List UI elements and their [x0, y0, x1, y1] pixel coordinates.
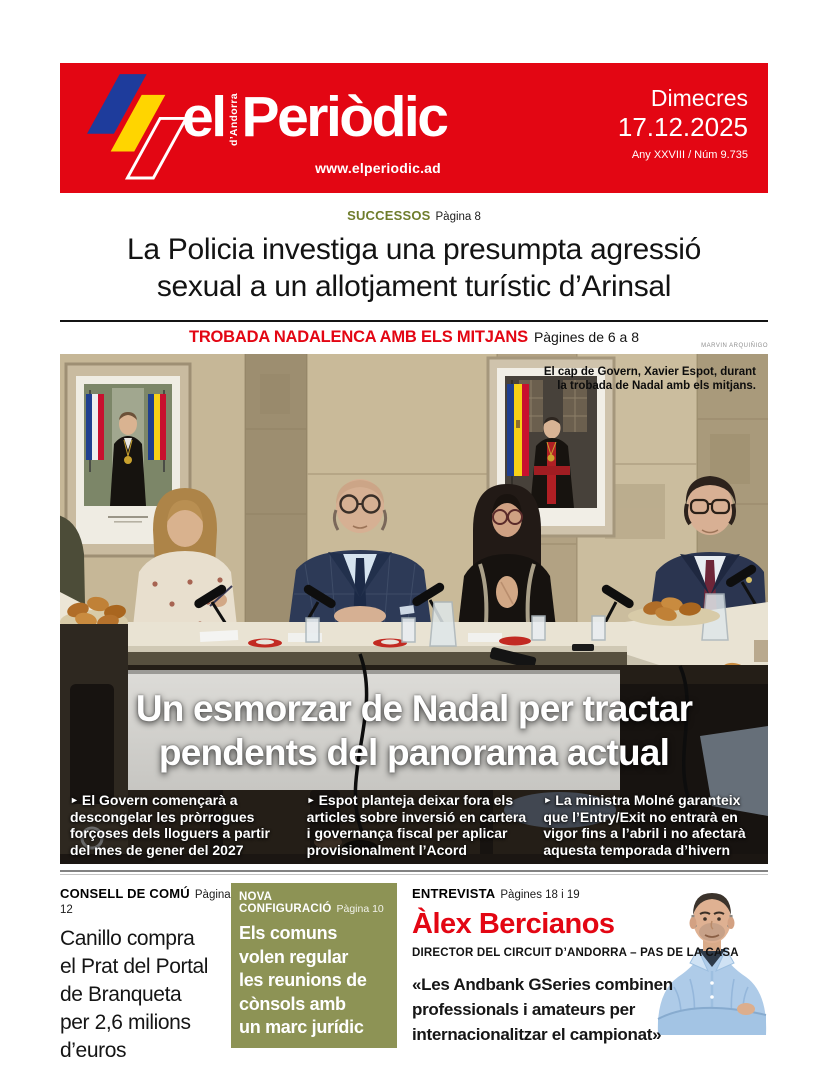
logo-prefix: el	[182, 85, 225, 149]
lead-kicker-row	[60, 208, 768, 223]
feature-photo	[60, 354, 768, 864]
bottom-divider	[60, 870, 768, 875]
feature-bar-title: TROBADA NADALENCA AMB ELS MITJANS	[188, 328, 528, 346]
feature-bullet-2-text: Espot planteja deixar fora els articles sobre inversió en cartera i governança fiscal per aplicar provisionalment l’Acord	[306, 792, 527, 858]
consell-line: de Branqueta	[60, 983, 182, 1006]
feature-bar-pages: Pàgines de 6 a 8	[533, 329, 640, 345]
consell-line: d’euros	[60, 1039, 127, 1062]
entrevista-kicker-row	[412, 886, 774, 901]
feature-headline-line2: pendents del panorama actual	[158, 732, 670, 773]
weekday: Dimecres	[650, 85, 748, 111]
logo-vertical-text: d’Andorra	[227, 93, 240, 146]
nova-line: volen regular	[239, 946, 349, 967]
nova-headline	[239, 922, 389, 1040]
interview-quote	[412, 972, 774, 1047]
lead-kicker-page: Pàgina 8	[435, 211, 481, 223]
arrow-icon: ►	[543, 795, 553, 805]
consell-line: Canillo compra	[60, 927, 195, 950]
feature-bullet-3-text: La ministra Molné garanteix que l’Entry/Exit no entrarà en vigor fins a l’abril i no afectarà aquesta temporada d’hivern	[543, 792, 746, 858]
nova-kicker-row	[239, 891, 389, 915]
date: 17.12.2025	[617, 112, 748, 142]
nova-kicker: NOVA CONFIGURACIÓ	[239, 891, 332, 915]
feature-bullet-1-text: El Govern començarà a descongelar les pròrrogues forçoses dels lloguers a partir del mes de gener del 2027	[70, 792, 270, 858]
feature-headline	[60, 687, 768, 775]
feature-bullet-2	[307, 792, 530, 858]
story-entrevista	[412, 886, 774, 1047]
consell-kicker-row	[60, 886, 232, 916]
nova-line: les reunions de	[239, 970, 367, 990]
lead-kicker: SUCCESSOS	[347, 208, 431, 223]
feature-bullet-3	[543, 792, 766, 858]
consell-page: Pàgina 12	[60, 889, 231, 916]
arrow-icon: ►	[306, 795, 316, 805]
quote-line: «Les Andbank GSeries combinen	[412, 975, 673, 994]
arrow-icon: ►	[70, 795, 79, 805]
logo-mark-icon	[87, 72, 187, 184]
consell-line: el Prat del Portal	[60, 955, 209, 978]
quote-line: professionals i amateurs per	[412, 1000, 636, 1019]
consell-line: per 2,6 milions	[60, 1011, 191, 1034]
consell-headline	[60, 925, 232, 1065]
website-url: www.elperiodic.ad	[315, 160, 441, 176]
consell-kicker: CONSELL DE COMÚ	[60, 886, 190, 901]
feature-headline-line1: Un esmorzar de Nadal per tractar	[135, 688, 693, 729]
interviewee-role: DIRECTOR DEL CIRCUIT D’ANDORRA – PAS DE LA CASA	[412, 947, 739, 959]
story-nova-configuracio	[231, 883, 397, 1048]
photo-credit: MARVIN ARQUIÑIGO	[701, 343, 768, 349]
story-consell	[60, 886, 232, 1065]
lead-headline-line2: sexual a un allotjament turístic d’Arinsal	[156, 270, 672, 303]
masthead	[60, 63, 768, 193]
meeting-photo-illustration	[60, 354, 768, 864]
nova-line: un marc jurídic	[239, 1017, 364, 1037]
interviewee-name: Àlex Bercianos	[412, 908, 615, 940]
nova-line: Els comuns	[239, 923, 338, 943]
dateline	[618, 84, 748, 162]
quote-line: internacionalitzar el campionat»	[412, 1025, 662, 1044]
lead-headline-line1: La Policia investiga una presumpta agressió	[126, 233, 702, 266]
photo-caption: El cap de Govern, Xavier Espot, durant la trobada de Nadal amb els mitjans.	[543, 366, 756, 392]
feature-bullets	[70, 792, 766, 858]
issue-number: Any XXVIII / Núm 9.735	[631, 149, 748, 161]
nova-line: cònsols amb	[239, 993, 346, 1014]
entrevista-kicker: ENTREVISTA	[412, 886, 496, 901]
feature-bullet-1	[70, 792, 293, 858]
section-rule	[60, 320, 768, 322]
entrevista-pages: Pàgines 18 i 19	[500, 889, 580, 901]
nova-page: Pàgina 10	[336, 903, 384, 915]
logo-main: Periòdic	[241, 85, 447, 149]
lead-story	[60, 208, 768, 305]
logo-wordmark	[182, 85, 447, 149]
